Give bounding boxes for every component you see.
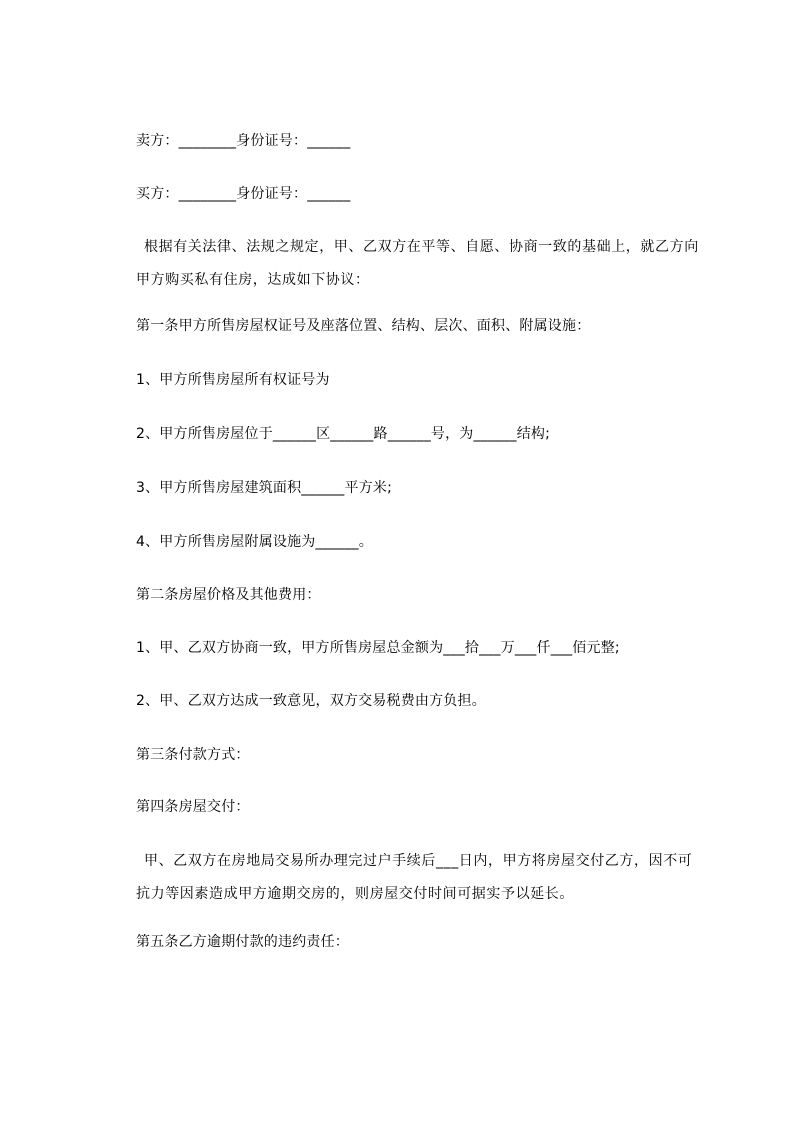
article1-title: 第一条甲方所售房屋权证号及座落位置、结构、层次、面积、附属设施： <box>136 318 591 334</box>
article5-title: 第五条乙方逾期付款的违约责任： <box>136 934 349 950</box>
article1-item-4: 4、甲方所售房屋附属设施为______。 <box>136 534 373 550</box>
article4-title: 第四条房屋交付： <box>136 799 250 815</box>
preamble-paragraph: 根据有关法律、法规之规定，甲、乙双方在平等、自愿、协商一致的基础上，就乙方向甲方购买私有住房，达成如下协议： <box>136 239 699 288</box>
article1-item-2: 2、甲方所售房屋位于______区______路______号，为______结构; <box>136 426 551 442</box>
article1-item-1: 1、甲方所售房屋所有权证号为 <box>136 372 330 388</box>
article3-title: 第三条付款方式： <box>136 747 250 763</box>
seller-line: 卖方：________身份证号：______ <box>136 133 351 149</box>
buyer-line: 买方：________身份证号：______ <box>136 186 351 202</box>
article4-body: 甲、乙双方在房地局交易所办理完过户手续后___日内，甲方将房屋交付乙方，因不可抗力等因素造成甲方逾期交房的，则房屋交付时间可据实予以延长。 <box>136 853 693 902</box>
article2-title: 第二条房屋价格及其他费用： <box>136 587 321 603</box>
article2-item-2: 2、甲、乙双方达成一致意见，双方交易税费由方负担。 <box>136 693 486 709</box>
article1-item-3: 3、甲方所售房屋建筑面积______平方米; <box>136 480 393 496</box>
article2-item-1: 1、甲、乙双方协商一致，甲方所售房屋总金额为___拾___万___仟___佰元整; <box>136 640 620 656</box>
